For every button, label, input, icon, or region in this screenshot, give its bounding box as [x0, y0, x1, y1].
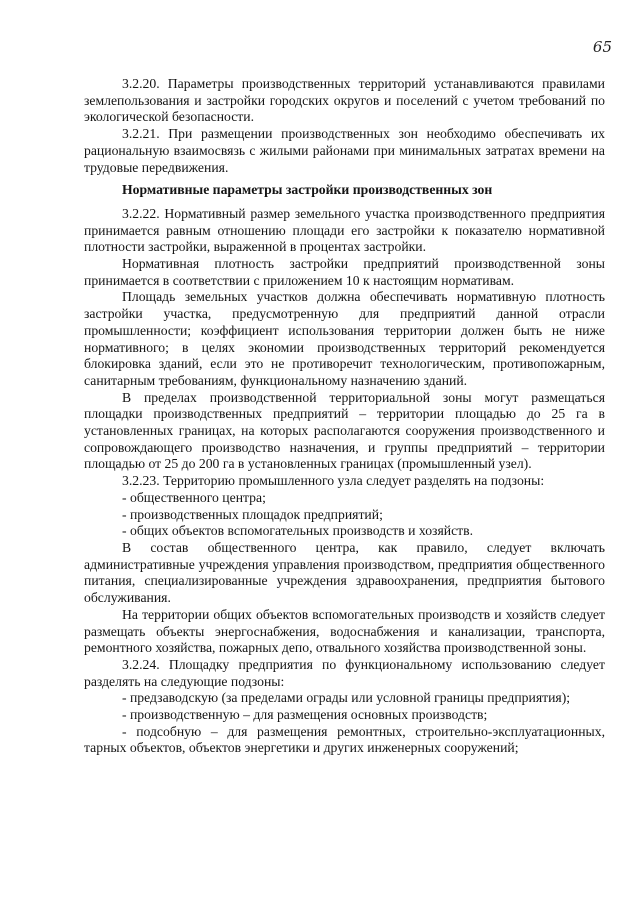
list-item: - предзаводскую (за пределами ограды или условной границы предприятия);: [122, 690, 571, 706]
paragraph-density: Нормативная плотность застройки предприятий производственной зоны принимается в соответствии с приложением 10 к настоящим нормативам.: [84, 256, 605, 288]
section-heading: Нормативные параметры застройки производственных зон: [122, 182, 493, 198]
paragraph-3-2-23: 3.2.23. Территорию промышленного узла следует разделять на подзоны:: [122, 473, 545, 489]
page-number: 65: [592, 38, 612, 56]
list-item: - общих объектов вспомогательных производств и хозяйств.: [122, 523, 474, 539]
paragraph-land-area: Площадь земельных участков должна обеспечивать нормативную плотность застройки участка, предусмотренную для предприятий данной отрасли промышленности; коэффициент использования территории должен быть не ниже нормативного; в целях экономии производственных территорий рекомендуется блокировка зданий, если это не противоречит технологическим, противопожарным, санитарным требованиям, функциональному назначению зданий.: [84, 289, 605, 388]
document-body: [84, 76, 605, 757]
paragraph-3-2-21: 3.2.21. При размещении производственных зон необходимо обеспечивать их рациональную взаимосвязь с жилыми районами при минимальных затратах времени на трудовые передвижения.: [84, 126, 605, 175]
paragraph-auxiliary: На территории общих объектов вспомогательных производств и хозяйств следует размещать объекты энергоснабжения, водоснабжения и канализации, транспорта, ремонтного хозяйства, пожарных депо, отвального хозяйства производственной зоны.: [84, 606, 605, 656]
list-item: - общественного центра;: [122, 489, 266, 505]
list-item: - подсобную – для размещения ремонтных, строительно-эксплуатационных, тарных объектов, объектов энергетики и других инженерных сооружений;: [84, 723, 605, 756]
list-item: - производственную – для размещения основных производств;: [122, 707, 488, 723]
paragraph-public-center: В состав общественного центра, как правило, следует включать административные учреждения управления производством, предприятия общественного питания, специализированные учреждения здравоохранения, предприятия бытового обслуживания.: [84, 539, 605, 606]
paragraph-zone-limits: В пределах производственной территориальной зоны могут размещаться площадки производственных предприятий – территории площадью до 25 га в установленных границах, на которых располагаются сооружения производственного и сопровождающего производство назначения, и группы предприятий – территории площадью от 25 до 200 га в установленных границах (промышленный узел).: [84, 389, 605, 472]
paragraph-3-2-24: 3.2.24. Площадку предприятия по функциональному использованию следует разделять на следующие подзоны:: [84, 656, 605, 689]
paragraph-3-2-22: 3.2.22. Нормативный размер земельного участка производственного предприятия принимается равным отношению площади его застройки к показателю нормативной плотности застройки, выраженной в процентах застройки.: [84, 205, 605, 255]
paragraph-3-2-20: 3.2.20. Параметры производственных территорий устанавливаются правилами землепользования и застройки городских округов и поселений с учетом требований по экологической безопасности.: [84, 76, 605, 125]
list-item: - производственных площадок предприятий;: [122, 506, 383, 522]
